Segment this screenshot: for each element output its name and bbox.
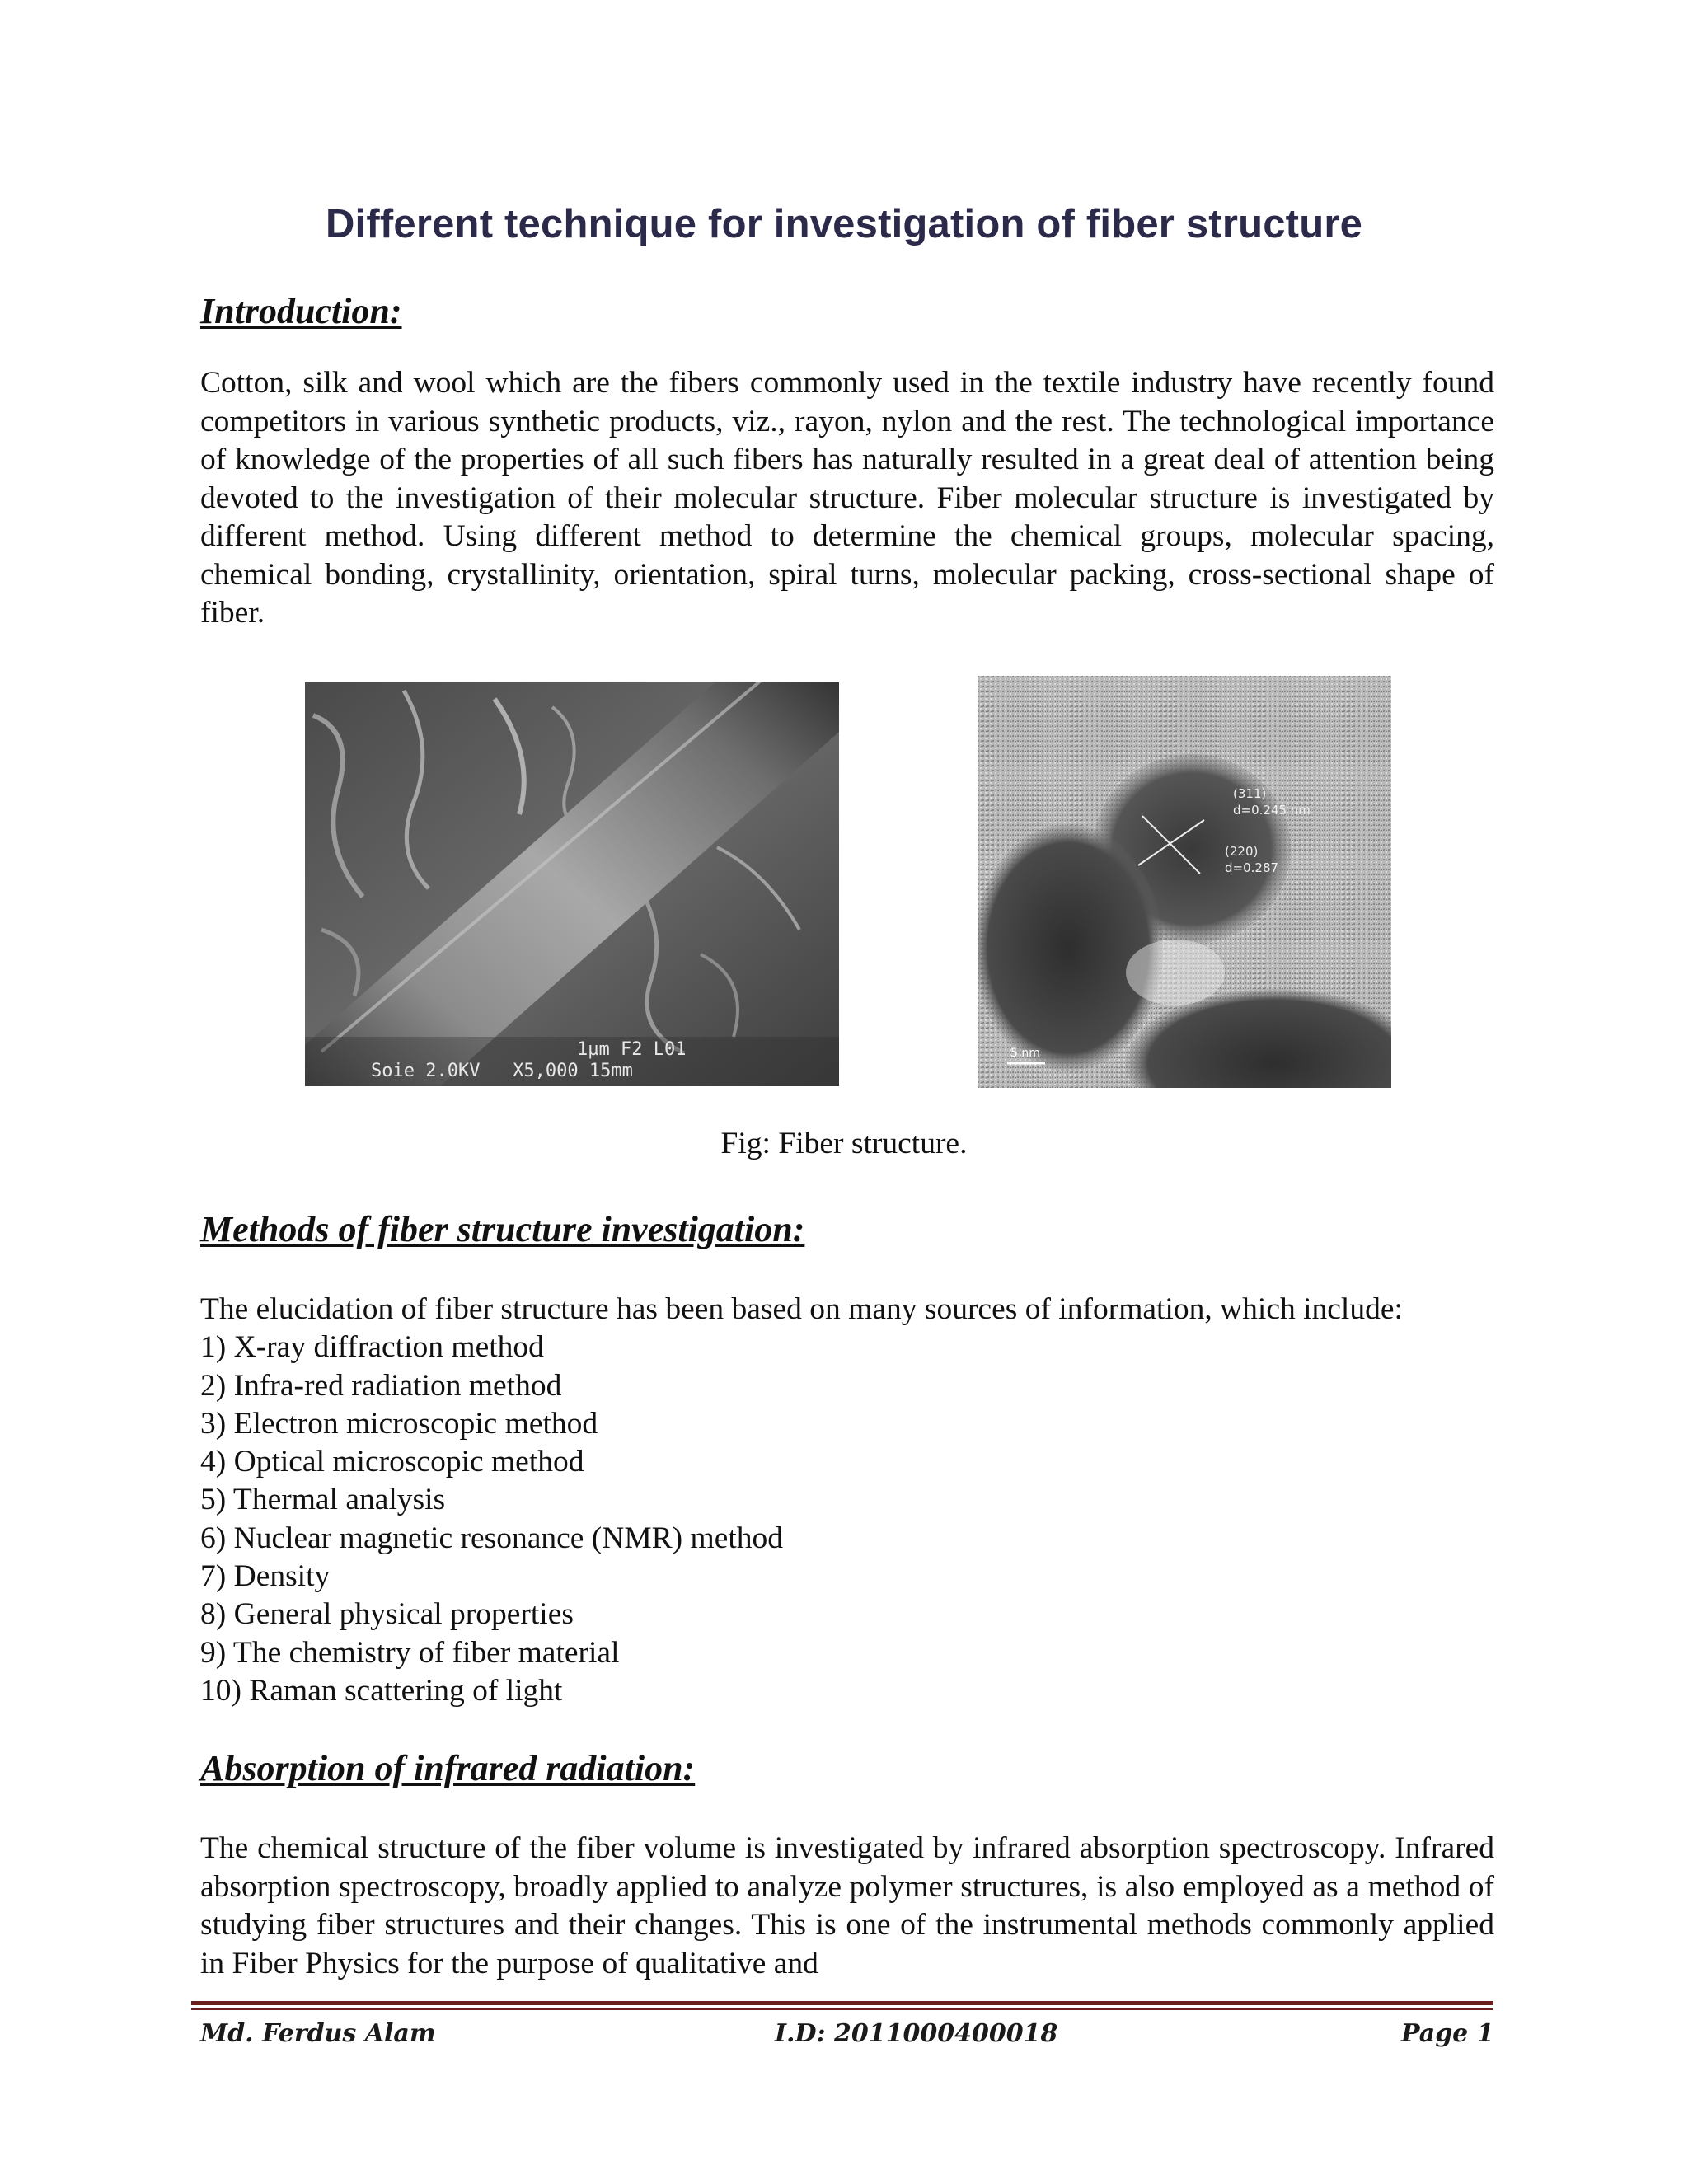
methods-list	[200, 1291, 1519, 1710]
introduction-heading: Introduction:	[200, 291, 402, 331]
list-item: 5) Thermal analysis	[200, 1483, 446, 1517]
tem-scale-label: 5 nm	[1010, 1047, 1040, 1060]
tem-micrograph-image	[978, 676, 1391, 1088]
list-item: 3) Electron microscopic method	[200, 1406, 598, 1441]
footer-author: Md. Ferdus Alam	[200, 2019, 436, 2048]
tem-annotation-220-d: d=0.287	[1225, 860, 1279, 875]
list-item: 7) Density	[200, 1559, 331, 1594]
footer-rule-thin	[191, 2008, 1493, 2010]
list-item: 6) Nuclear magnetic resonance (NMR) method	[200, 1521, 784, 1555]
methods-heading: Methods of fiber structure investigation:	[200, 1209, 805, 1249]
list-item: 4) Optical microscopic method	[200, 1445, 584, 1479]
sem-info-label: Soie 2.0KV X5,000 15mm	[371, 1061, 633, 1081]
sem-micrograph-image	[305, 682, 839, 1086]
infrared-heading: Absorption of infrared radiation:	[200, 1748, 696, 1788]
sem-micrograph-drawing	[305, 682, 839, 1086]
list-item: 1) X-ray diffraction method	[200, 1330, 544, 1365]
list-item: 8) General physical properties	[200, 1597, 574, 1632]
tem-micrograph-drawing	[978, 676, 1391, 1088]
infrared-paragraph: The chemical structure of the fiber volume is investigated by infrared absorption spectroscopy. Infrared absorption spectroscopy, broadly applied to analyze polymer structures, is also employed as a method of studying fiber structures and their changes. This is one of the instrumental methods commonly applied in Fiber Physics for the purpose of qualitative and	[200, 1831, 1494, 1980]
list-item: 9) The chemistry of fiber material	[200, 1635, 620, 1670]
sem-scale-label: 1µm F2 L01	[577, 1039, 687, 1060]
tem-annotation-311: (311)	[1233, 786, 1267, 801]
tem-annotation-220: (220)	[1225, 844, 1259, 859]
page-title: Different technique for investigation of fiber structure	[325, 202, 1363, 246]
footer-page-number: Page 1	[1401, 2019, 1494, 2048]
introduction-paragraph: Cotton, silk and wool which are the fibers commonly used in the textile industry have recently found competitors in various synthetic products, viz., rayon, nylon and the rest. The technological importance of knowledge of the properties of all such fibers has naturally resulted in a great deal of attention being devoted to the investigation of their molecular structure. Fiber molecular structure is investigated by different method. Using different method to determine the chemical groups, molecular spacing, chemical bonding, crystallinity, orientation, spiral turns, molecular packing, cross-sectional shape of fiber.	[200, 366, 1494, 630]
footer-id: I.D: 2011000400018	[775, 2019, 1058, 2048]
footer-rule	[191, 2001, 1493, 2005]
methods-intro: The elucidation of fiber structure has been based on many sources of information, which include:	[200, 1292, 1403, 1326]
list-item: 10) Raman scattering of light	[200, 1673, 563, 1708]
figure-caption: Fig: Fiber structure.	[720, 1127, 968, 1160]
tem-annotation-311-d: d=0.245 nm	[1233, 803, 1311, 818]
list-item: 2) Infra-red radiation method	[200, 1368, 562, 1403]
